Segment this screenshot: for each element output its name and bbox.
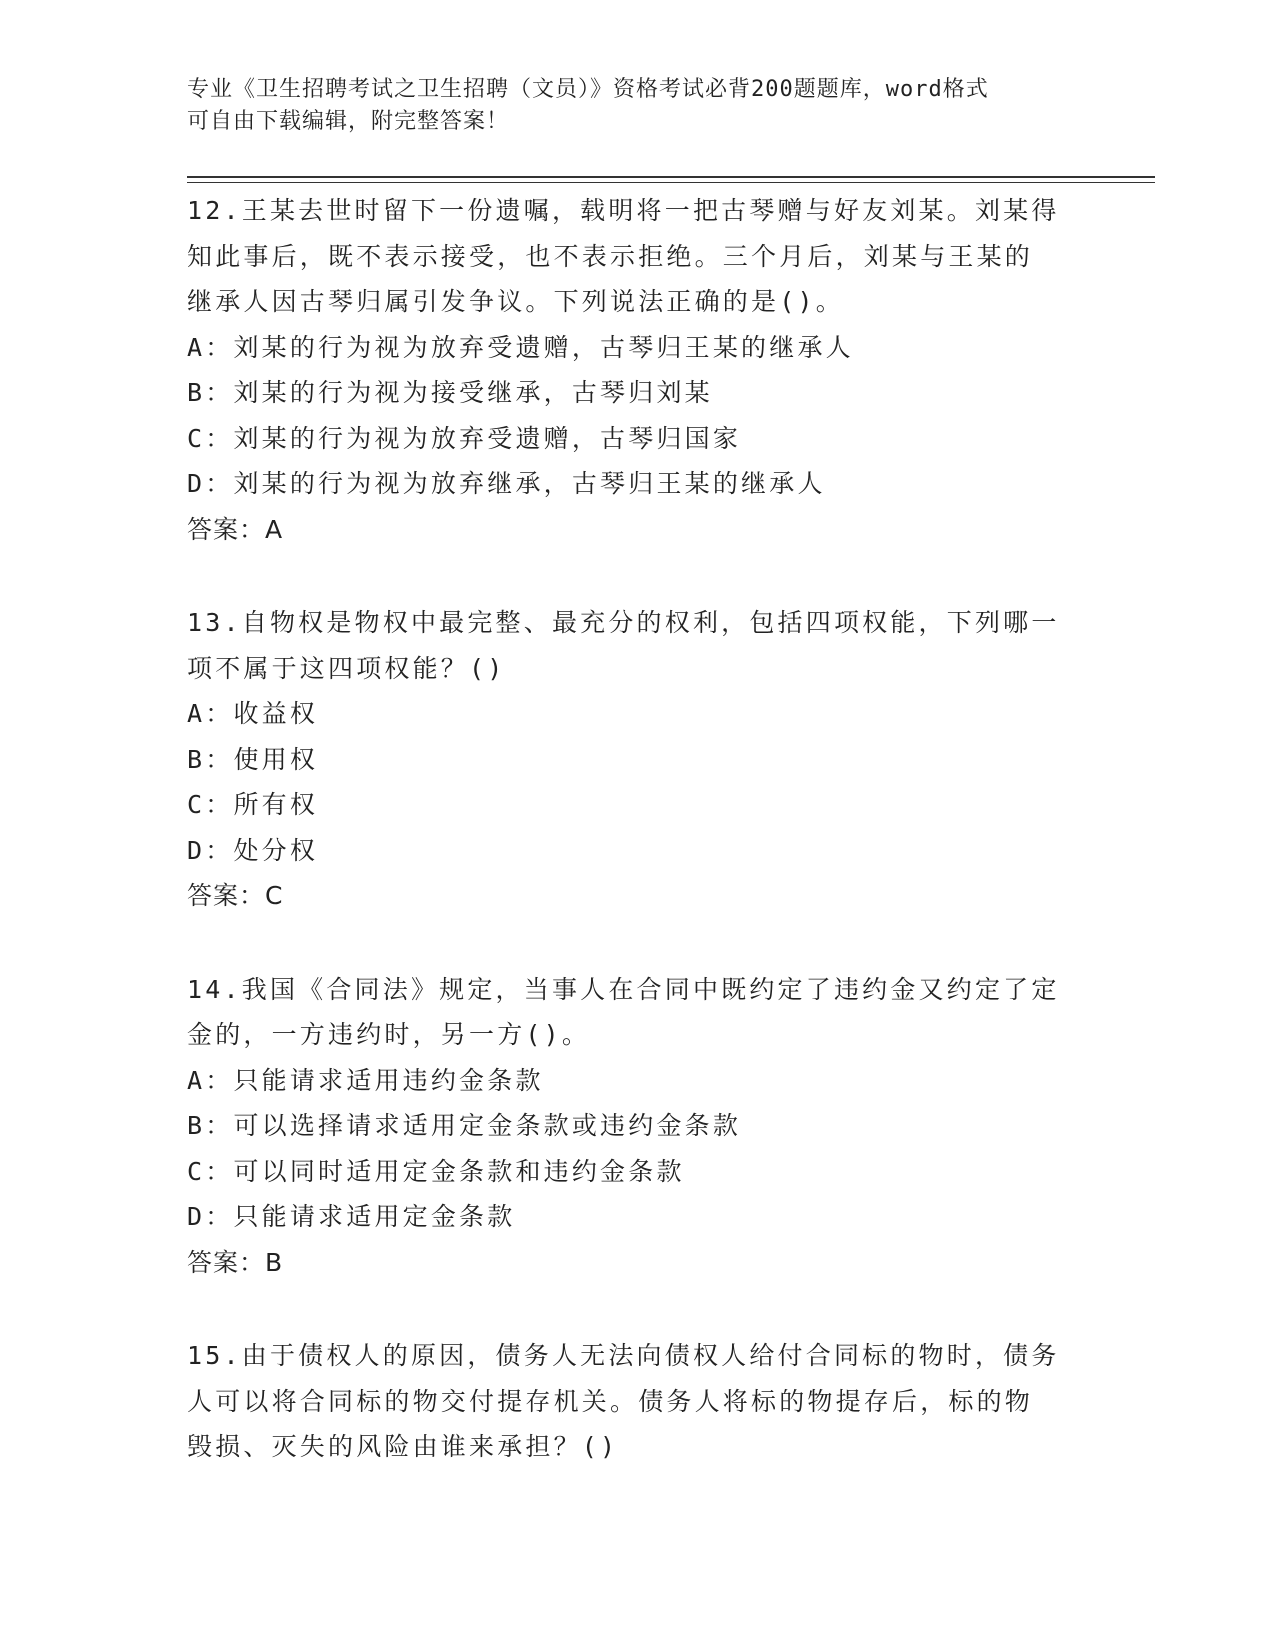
option-d: D：只能请求适用定金条款 bbox=[187, 1202, 516, 1231]
question-stem-line: 毁损、灭失的风险由谁来承担？() bbox=[187, 1432, 619, 1461]
question-13 bbox=[187, 600, 1087, 919]
question-stem-line: 15.由于债权人的原因，债务人无法向债权人给付合同标的物时，债务 bbox=[187, 1341, 1060, 1370]
question-stem-line: 12.王某去世时留下一份遗嘱，载明将一把古琴赠与好友刘某。刘某得 bbox=[187, 196, 1060, 225]
option-a: A：只能请求适用违约金条款 bbox=[187, 1065, 544, 1095]
question-12 bbox=[187, 188, 1087, 552]
header-line-1: 专业《卫生招聘考试之卫生招聘（文员）》资格考试必背200题题库，word格式 bbox=[187, 77, 989, 102]
option-a: A：刘某的行为视为放弃受遗赠，古琴归王某的继承人 bbox=[187, 332, 854, 362]
header-line-2: 可自由下载编辑，附完整答案！ bbox=[187, 109, 510, 134]
answer-label: 答案：B bbox=[187, 1247, 284, 1277]
option-a: A：收益权 bbox=[187, 699, 319, 728]
question-stem-line: 知此事后，既不表示接受，也不表示拒绝。三个月后，刘某与王某的 bbox=[187, 241, 1034, 271]
header-divider-thin bbox=[187, 182, 1155, 183]
answer-label: 答案：A bbox=[187, 514, 284, 544]
option-c: C：所有权 bbox=[187, 790, 319, 819]
question-stem-line: 金的，一方违约时，另一方()。 bbox=[187, 1020, 591, 1049]
option-b: B：可以选择请求适用定金条款或违约金条款 bbox=[187, 1111, 742, 1140]
option-c: C：刘某的行为视为放弃受遗赠，古琴归国家 bbox=[187, 423, 742, 453]
option-d: D：刘某的行为视为放弃继承，古琴归王某的继承人 bbox=[187, 469, 826, 498]
header-divider-thick bbox=[187, 176, 1155, 178]
question-stem-line: 人可以将合同标的物交付提存机关。债务人将标的物提存后，标的物 bbox=[187, 1386, 1034, 1416]
document-header bbox=[187, 74, 1087, 138]
question-15 bbox=[187, 1333, 1087, 1470]
option-b: B：刘某的行为视为接受继承，古琴归刘某 bbox=[187, 378, 713, 407]
option-d: D：处分权 bbox=[187, 835, 319, 865]
option-c: C：可以同时适用定金条款和违约金条款 bbox=[187, 1156, 685, 1186]
question-stem-line: 继承人因古琴归属引发争议。下列说法正确的是()。 bbox=[187, 287, 844, 316]
answer-label: 答案：C bbox=[187, 881, 284, 910]
question-list bbox=[187, 188, 1087, 1518]
option-b: B：使用权 bbox=[187, 744, 319, 774]
question-stem-line: 14.我国《合同法》规定，当事人在合同中既约定了违约金又约定了定 bbox=[187, 974, 1060, 1004]
question-14 bbox=[187, 967, 1087, 1286]
question-stem-line: 项不属于这四项权能？() bbox=[187, 653, 506, 683]
question-stem-line: 13.自物权是物权中最完整、最充分的权利，包括四项权能，下列哪一 bbox=[187, 608, 1060, 637]
